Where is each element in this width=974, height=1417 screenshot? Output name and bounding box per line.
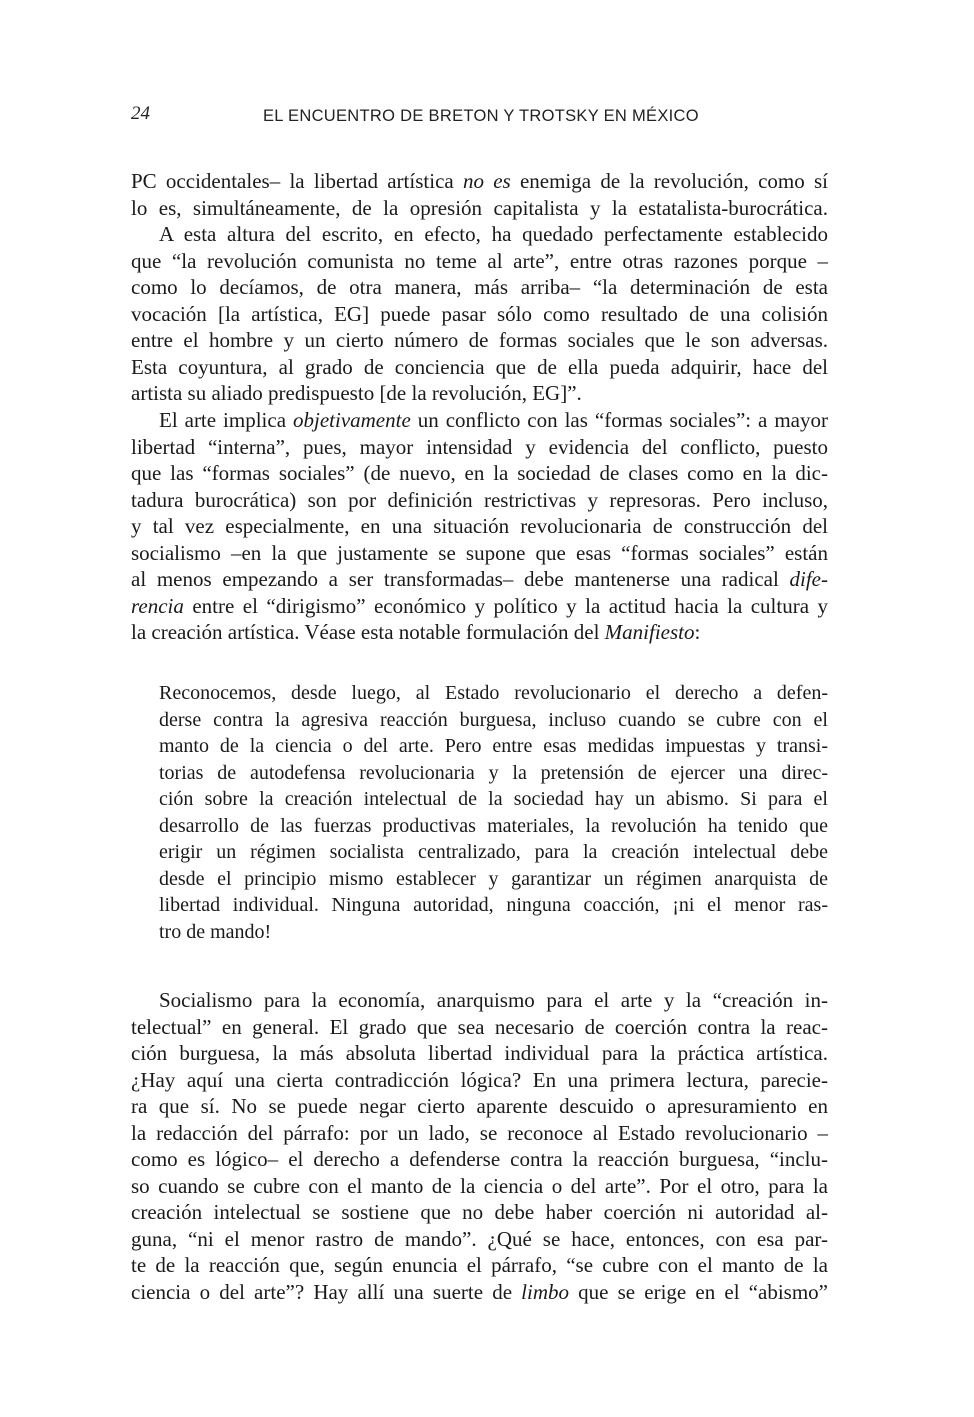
text-line: libertad individual. Ninguna autoridad, ninguna coacción, ¡ni el menor ras- [159, 894, 828, 916]
text-line: libertad “interna”, pues, mayor intensidad y evidencia del conflicto, puesto [131, 434, 828, 459]
text-line: ra que sí. No se puede negar cierto aparente descuido o apresuramiento en [131, 1094, 828, 1118]
text-line: torias de autodefensa revolucionaria y la pretensión de ejercer una direc- [159, 761, 828, 784]
text-line: que “la revolución comunista no teme al arte”, entre otras razones porque – [131, 248, 828, 273]
text-line: PC occidentales– la libertad artística no es enemiga de la revolución, como sí [131, 169, 828, 193]
italic-text: dife- [789, 567, 828, 591]
text-line: la redacción del párrafo: por un lado, se reconoce al Estado revolucionario – [131, 1120, 828, 1145]
text-line: vocación [la artística, EG] puede pasar sólo como resultado de una colisión [131, 301, 828, 326]
italic-text: no es [462, 169, 511, 193]
text-line: desarrollo de las fuerzas productivas materiales, la revolución ha tenido que [159, 814, 828, 837]
text-line: ¿Hay aquí una cierta contradicción lógica? En una primera lectura, parecie- [131, 1067, 828, 1092]
text-line: la creación artística. Véase esta notable formulación del Manifiesto: [131, 620, 701, 644]
text-line: manto de la ciencia o del arte. Pero entre esas medidas impuestas y transi- [159, 735, 828, 757]
text-line: A esta altura del escrito, en efecto, ha quedado perfectamente establecido [159, 222, 828, 246]
text-line: desde el principio mismo establecer y garantizar un régimen anarquista de [159, 867, 828, 890]
text-line: socialismo –en la que justamente se supone que esas “formas sociales” están [131, 540, 828, 565]
text-line: El arte implica objetivamente un conflicto con las “formas sociales”: a mayor [159, 408, 828, 432]
text-line: entre el hombre y un cierto número de formas sociales que le son adversas. [131, 328, 828, 352]
text-line: rencia entre el “dirigismo” económico y político y la actitud hacia la cultura y [131, 593, 828, 618]
text-line: derse contra la agresiva reacción burguesa, incluso cuando se cubre con el [159, 708, 828, 731]
text-line: y tal vez especialmente, en una situación revolucionaria de construcción del [131, 514, 828, 538]
text-line: artista su aliado predispuesto [de la revolución, EG]”. [131, 381, 582, 405]
text-line: como lo decíamos, de otra manera, más arriba– “la determinación de esta [131, 275, 828, 299]
text-line: Esta coyuntura, al grado de conciencia que de ella pueda adquirir, hace del [131, 354, 828, 379]
italic-text: Manifiesto [604, 620, 695, 644]
text-line: guna, “ni el menor rastro de mando”. ¿Qué se hace, entonces, con esa par- [131, 1226, 828, 1251]
text-line: como es lógico– el derecho a defenderse contra la reacción burguesa, “inclu- [131, 1147, 828, 1171]
text-line: telectual” en general. El grado que sea necesario de coerción contra la reac- [131, 1014, 828, 1039]
text-line: so cuando se cubre con el manto de la ciencia o del arte”. Por el otro, para la [131, 1173, 828, 1198]
italic-text: objetivamente [293, 408, 411, 432]
text-line: ción sobre la creación intelectual de la sociedad hay un abismo. Si para el [159, 788, 828, 810]
page-number: 24 [131, 103, 150, 124]
text-line: tadura burocrática) son por definición restrictivas y represoras. Pero incluso, [131, 487, 828, 512]
text-line: te de la reacción que, según enuncia el párrafo, “se cubre con el manto de la [131, 1253, 828, 1277]
text-line: creación intelectual se sostiene que no debe haber coerción ni autoridad al- [131, 1200, 828, 1224]
text-line: ciencia o del arte”? Hay allí una suerte de limbo que se erige en el “abismo” [131, 1279, 828, 1304]
italic-text: limbo [521, 1279, 570, 1304]
italic-text: rencia [131, 593, 184, 618]
text-line: lo es, simultáneamente, de la opresión capitalista y la estatalista-burocrática. [131, 195, 828, 220]
running-title: EL ENCUENTRO DE BRETON Y TROTSKY EN MÉXICO [263, 107, 699, 125]
text-line: tro de mando! [159, 920, 272, 943]
text-line: Socialismo para la economía, anarquismo para el arte y la “creación in- [159, 988, 828, 1012]
text-line: al menos empezando a ser transformadas– debe mantenerse una radical dife- [131, 567, 828, 591]
text-line: erigir un régimen socialista centralizado, para la creación intelectual debe [159, 841, 828, 863]
text-line: que las “formas sociales” (de nuevo, en la sociedad de clases como en la dic- [131, 461, 828, 485]
text-line: Reconocemos, desde luego, al Estado revolucionario el derecho a defen- [159, 682, 828, 704]
text-line: ción burguesa, la más absoluta libertad individual para la práctica artística. [131, 1041, 828, 1065]
